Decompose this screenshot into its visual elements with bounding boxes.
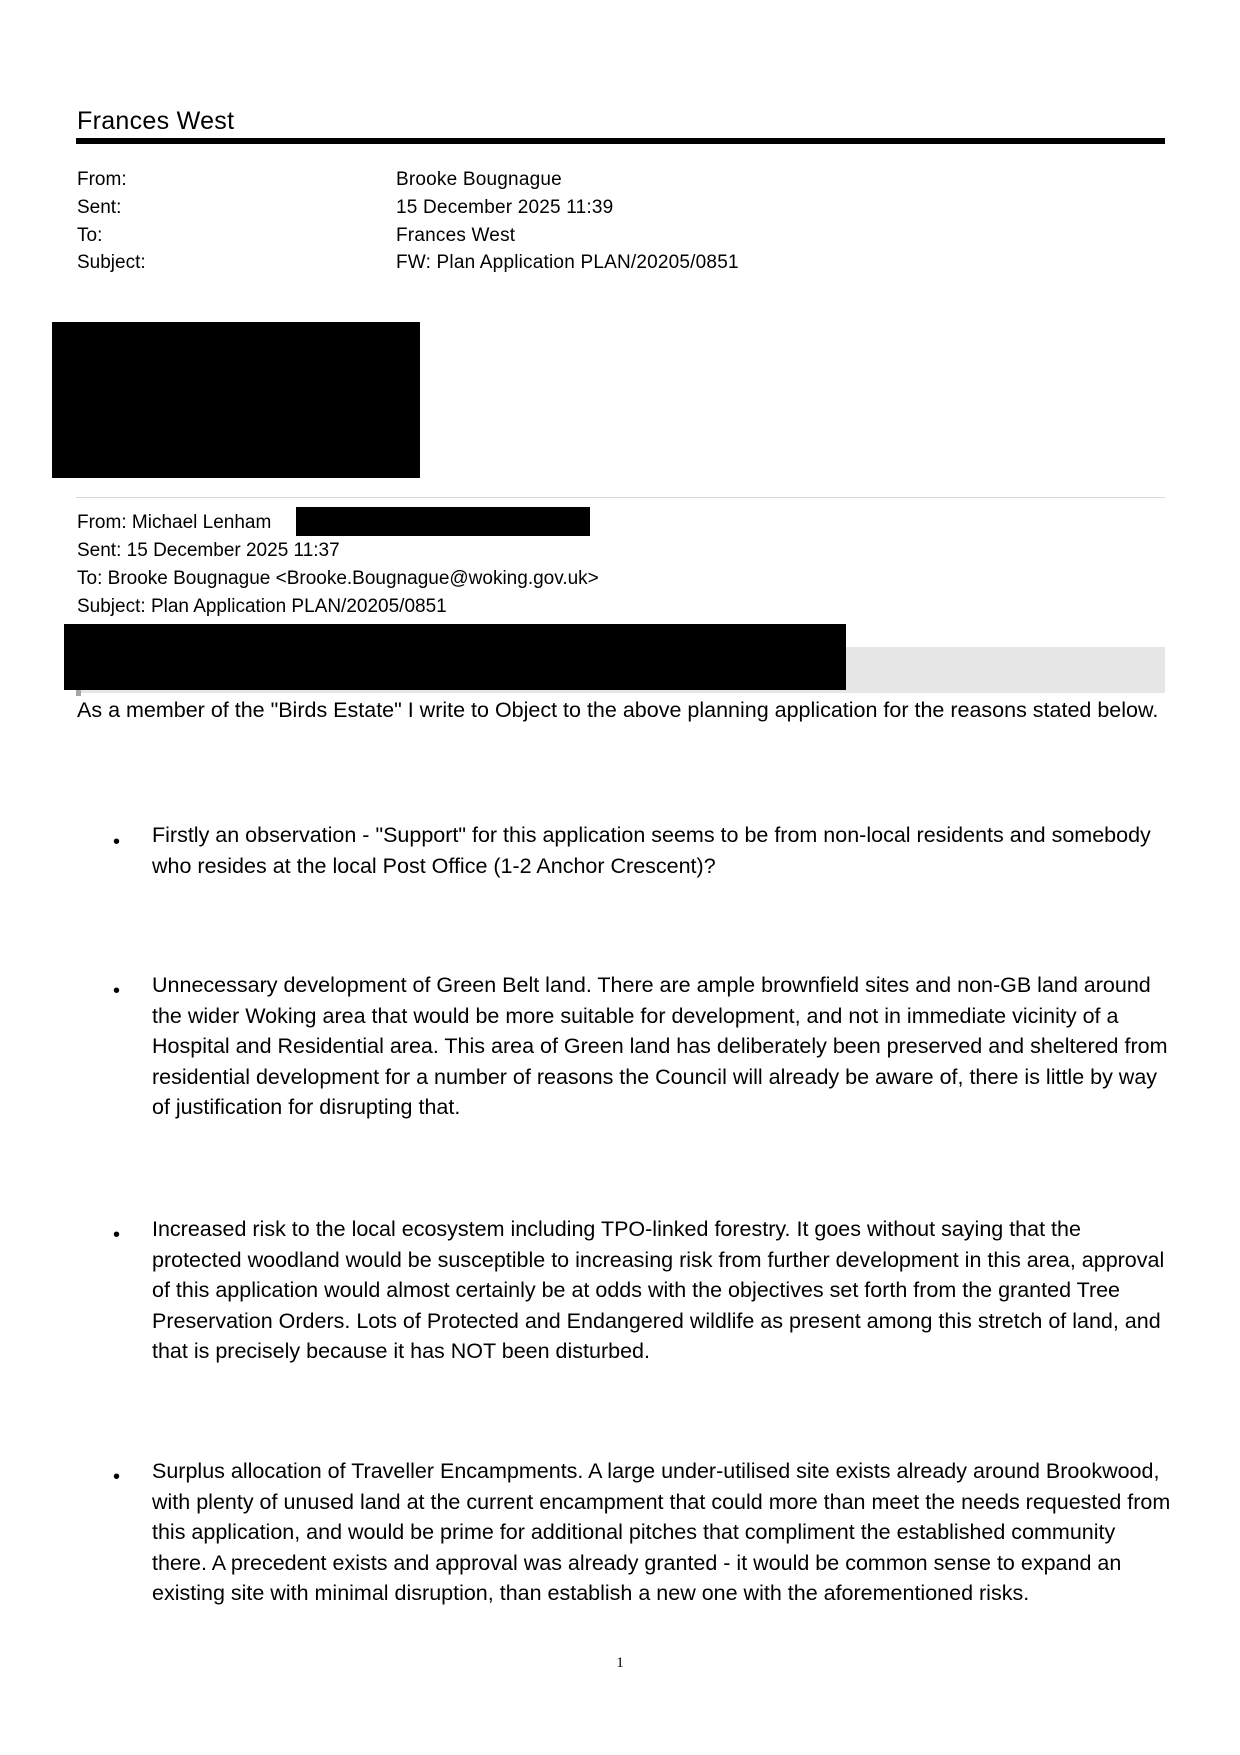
bullet-marker: • <box>113 980 121 1002</box>
body-intro-paragraph: As a member of the "Birds Estate" I write to Object to the above planning application for the reasons stated below. <box>77 698 1159 722</box>
forwarded-subject-value: Plan Application PLAN/20205/0851 <box>150 596 447 617</box>
header-to-label: To: <box>77 225 103 246</box>
redaction-banner <box>64 624 846 690</box>
redaction-email-address <box>296 507 590 536</box>
forwarded-from-line <box>77 511 271 534</box>
bullet-item-3: Increased risk to the local ecosystem including TPO-linked forestry. It goes without saying that the protected woodland would be susceptible to increasing risk from further development in this area, approval of this application would almost certainly be at odds with the objectives set forth from the granted Tree Preservation Orders. Lots of Protected and Endangered wildlife as present among this stretch of land, and that is precisely because it has NOT been disturbed. <box>152 1217 1165 1363</box>
redaction-block-signature <box>52 322 420 478</box>
forwarded-to-label: To: <box>77 568 103 589</box>
forwarded-sent-value: 15 December 2025 11:37 <box>126 540 340 561</box>
bullet-item-1: Firstly an observation - "Support" for this application seems to be from non-local residents and somebody who resides at the local Post Office (1-2 Anchor Crescent)? <box>152 823 1151 878</box>
header-divider-thick <box>76 138 1165 144</box>
forwarded-from-value: Michael Lenham <box>131 512 272 533</box>
bullet-marker: • <box>113 1224 121 1246</box>
forward-divider <box>76 497 1165 498</box>
forwarded-sent-line <box>77 539 340 562</box>
mailbox-owner-name: Frances West <box>77 107 235 135</box>
header-from-label: From: <box>77 169 127 190</box>
header-subject-label: Subject: <box>77 252 146 273</box>
page-number: 1 <box>616 1655 624 1671</box>
header-from-value: Brooke Bougnague <box>396 169 562 190</box>
header-sent-value: 15 December 2025 11:39 <box>396 197 614 218</box>
forwarded-to-line <box>77 567 599 590</box>
forwarded-sent-label: Sent: <box>77 540 122 561</box>
bullet-item-2: Unnecessary development of Green Belt land. There are ample brownfield sites and non-GB land around the wider Woking area that would be more suitable for development, and not in immediate vicinity of a Hospital and Residential area. This area of Green land has deliberately been preserved and sheltered from residential development for a number of reasons the Council will already be aware of, there is little by way of justification for disrupting that. <box>152 973 1168 1119</box>
bullet-item-4: Surplus allocation of Traveller Encampments. A large under-utilised site exists already around Brookwood, with plenty of unused land at the current encampment that could more than meet the needs requested from this application, and would be prime for additional pitches that compliment the established community there. A precedent exists and approval was already granted - it would be common sense to expand an existing site with minimal disruption, than establish a new one with the aforementioned risks. <box>152 1459 1171 1605</box>
header-subject-value: FW: Plan Application PLAN/20205/0851 <box>396 252 739 273</box>
forwarded-from-label: From: <box>77 512 127 533</box>
forwarded-subject-line <box>77 595 447 618</box>
header-sent-label: Sent: <box>77 197 122 218</box>
bullet-marker: • <box>113 1466 121 1488</box>
forwarded-to-value: Brooke Bougnague <Brooke.Bougnague@woking.gov.uk> <box>107 568 599 589</box>
bullet-marker: • <box>113 831 121 853</box>
header-to-value: Frances West <box>396 225 516 246</box>
forwarded-subject-label: Subject: <box>77 596 146 617</box>
